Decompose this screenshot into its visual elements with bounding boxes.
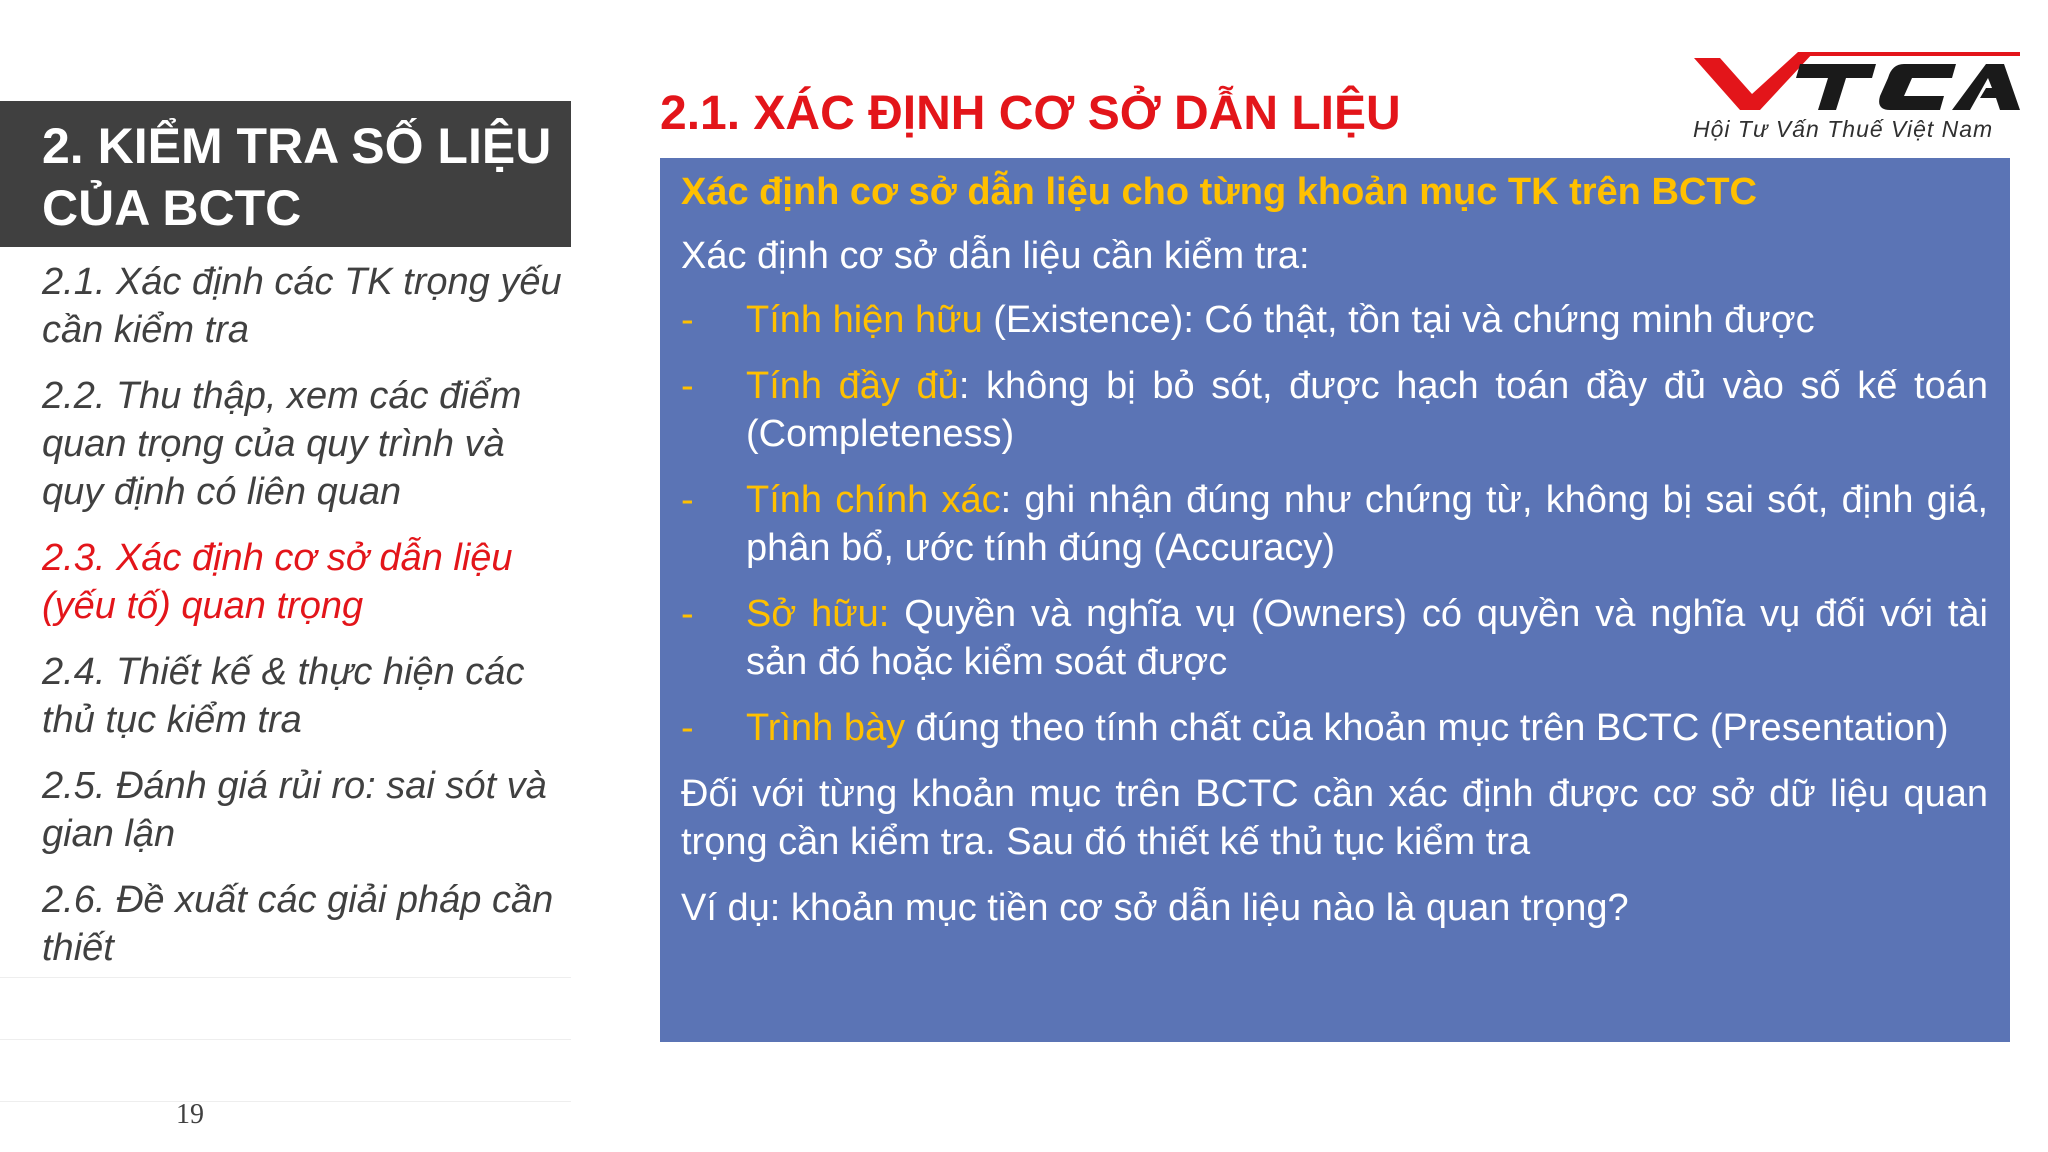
assertion-text: Quyền và nghĩa vụ (Owners) có quyền và nghĩa vụ đối với tài sản đó hoặc kiểm soát được xyxy=(746,593,1988,683)
panel-intro: Xác định cơ sở dẫn liệu cần kiểm tra: xyxy=(681,235,1310,277)
assertion-text: đúng theo tính chất của khoản mục trên BCTC (Presentation) xyxy=(905,707,1949,749)
bullet-marker: - xyxy=(681,707,694,749)
divider-line xyxy=(0,1039,571,1040)
vtca-logo-mark xyxy=(1690,48,2020,114)
bullet-marker: - xyxy=(681,593,694,635)
logo-tagline: Hội Tư Vấn Thuế Việt Nam xyxy=(1693,116,1994,142)
panel-subtitle: Xác định cơ sở dẫn liệu cho từng khoản mục TK trên BCTC xyxy=(681,171,1757,213)
assertion-text: : ghi nhận đúng như chứng từ, không bị sai sót, định giá, phân bổ, ước tính đúng (Accuracy) xyxy=(746,479,1988,569)
assertion-term: Tính hiện hữu xyxy=(746,299,983,341)
toc-item-2-4: 2.4. Thiết kế & thực hiện các thủ tục kiểm tra xyxy=(42,651,525,741)
section-title-box xyxy=(0,101,571,247)
toc-item-2-3-active: 2.3. Xác định cơ sở dẫn liệu (yếu tố) quan trọng xyxy=(42,537,513,627)
content-panel xyxy=(660,158,2010,1042)
panel-example: Ví dụ: khoản mục tiền cơ sở dẫn liệu nào là quan trọng? xyxy=(681,887,1629,929)
toc-item-2-2: 2.2. Thu thập, xem các điểm quan trọng của quy trình và quy định có liên quan xyxy=(42,375,522,513)
main-heading: 2.1. XÁC ĐỊNH CƠ SỞ DẪN LIỆU xyxy=(660,87,1401,140)
section-title: 2. KIỂM TRA SỐ LIỆU CỦA BCTC xyxy=(42,118,552,236)
bullet-marker: - xyxy=(681,299,694,341)
list-item xyxy=(681,296,1988,344)
page-number: 19 xyxy=(176,1099,204,1130)
toc-item-2-5: 2.5. Đánh giá rủi ro: sai sót và gian lận xyxy=(42,765,547,855)
table-of-contents xyxy=(42,258,567,990)
list-item xyxy=(681,704,1988,752)
list-item xyxy=(681,476,1988,572)
assertion-term: Sở hữu: xyxy=(746,593,890,635)
bullet-marker: - xyxy=(681,365,694,407)
bullet-marker: - xyxy=(681,479,694,521)
list-item xyxy=(681,362,1988,458)
assertion-term: Tính chính xác xyxy=(746,479,1001,521)
divider-line xyxy=(0,1101,571,1102)
assertion-text: : không bị bỏ sót, được hạch toán đầy đủ vào số kế toán (Completeness) xyxy=(746,365,1988,455)
vtca-logo xyxy=(1690,48,2020,148)
divider-line xyxy=(0,977,571,978)
toc-item-2-6: 2.6. Đề xuất các giải pháp cần thiết xyxy=(42,879,554,969)
assertion-text: (Existence): Có thật, tồn tại và chứng minh được xyxy=(982,299,1815,341)
assertion-term: Trình bày xyxy=(746,707,906,749)
toc-item-2-1: 2.1. Xác định các TK trọng yếu cần kiểm tra xyxy=(42,261,562,351)
list-item xyxy=(681,590,1988,686)
panel-note: Đối với từng khoản mục trên BCTC cần xác định được cơ sở dữ liệu quan trọng cần kiểm tra. Sau đó thiết kế thủ tục kiểm tra xyxy=(681,773,1988,863)
assertion-term: Tính đầy đủ xyxy=(746,365,959,407)
assertion-list xyxy=(681,296,1988,752)
